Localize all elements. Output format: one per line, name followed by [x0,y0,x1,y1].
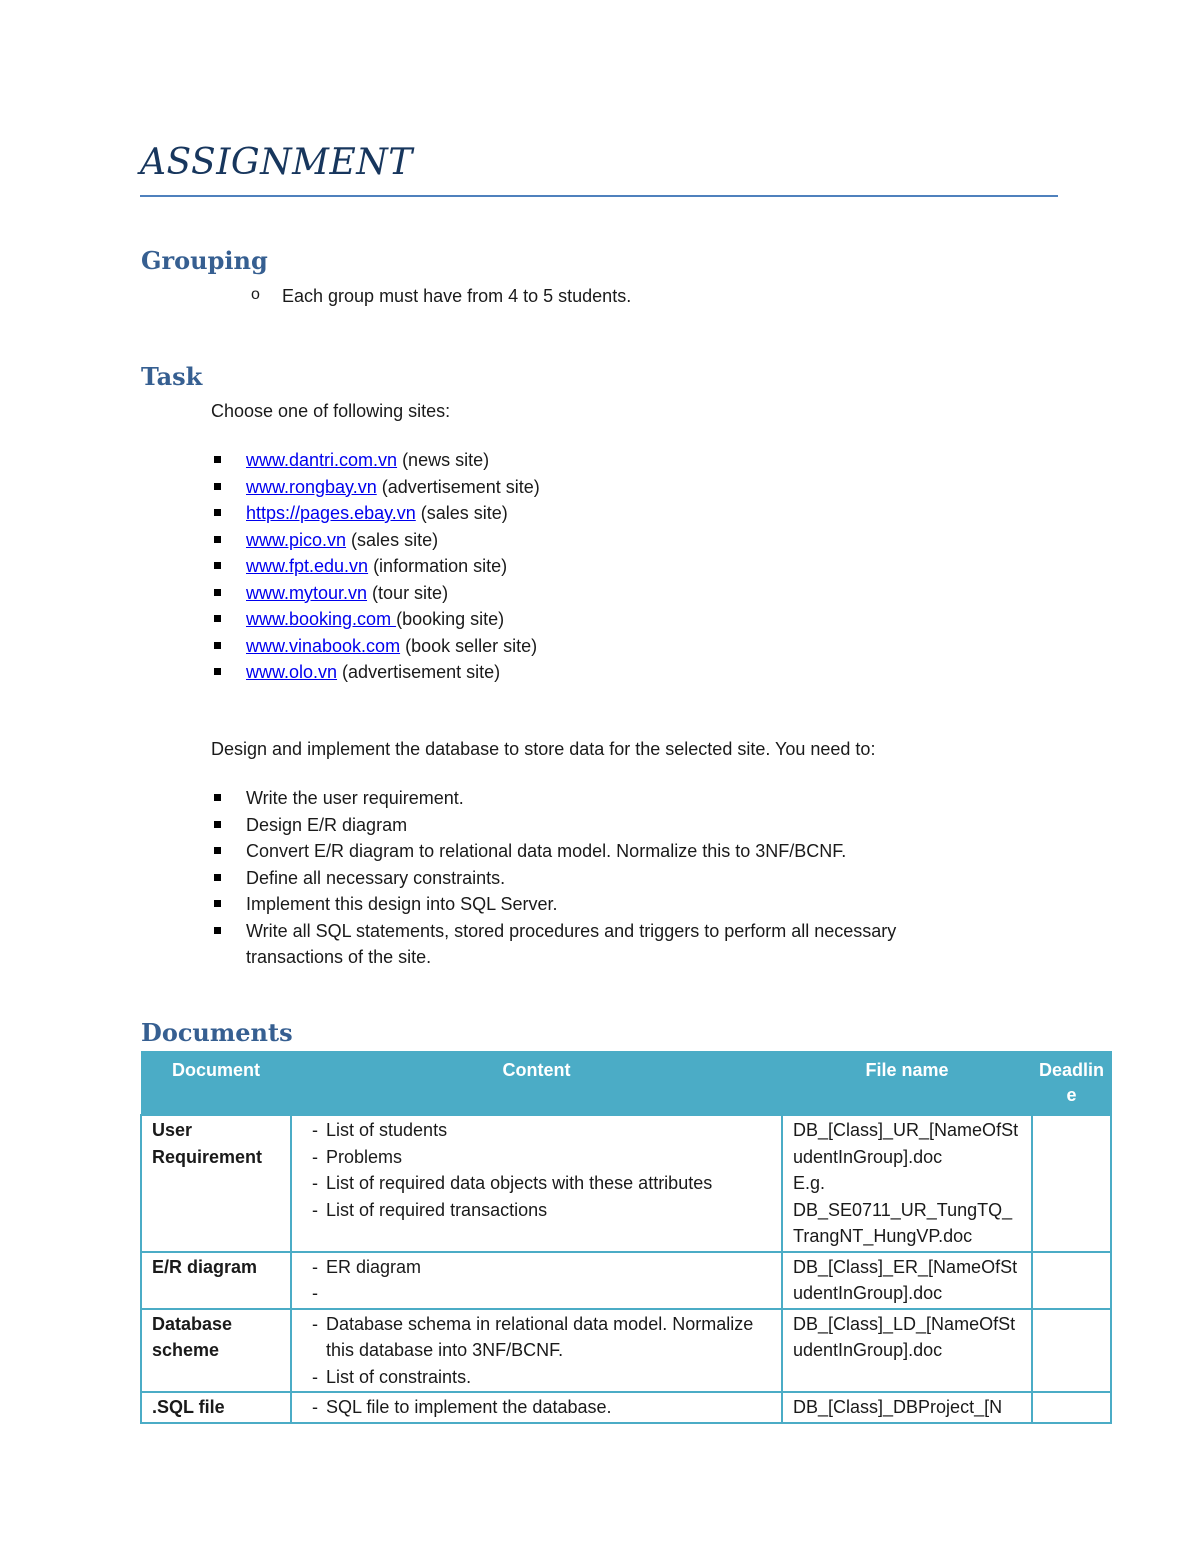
file-name: DB_[Class]_DBProject_[N [782,1392,1032,1423]
content-cell [291,1309,782,1393]
column-header-content: Content [291,1052,782,1116]
list-item: Write all SQL statements, stored procedures and triggers to perform all necessary transactions of the site. [211,918,971,971]
site-description: (advertisement site) [376,476,540,497]
document-name: User Requirement [141,1115,291,1252]
design-intro: Design and implement the database to store data for the selected site. You need to: [211,739,876,759]
file-example: DB_SE0711_UR_TungTQ_TrangNT_HungVP.doc [793,1199,1013,1246]
site-description: (information site) [368,556,508,576]
deadline-cell [1032,1309,1111,1393]
grouping-text: Each group must have from 4 to 5 students. [282,286,632,306]
content-cell [291,1252,782,1309]
table-row [141,1309,1111,1393]
list-item [211,527,911,554]
site-link[interactable]: www.booking.com [246,609,397,629]
content-item: - SQL file to implement the database. [302,1394,771,1421]
site-link[interactable]: www.fpt.edu.vn [246,556,369,576]
site-link[interactable]: www.pico.vn [246,529,347,550]
list-item [211,606,911,633]
site-description: (tour site) [367,582,449,603]
task-heading: Task [141,362,203,391]
list-item: Implement this design into SQL Server. [211,891,971,918]
deadline-cell [1032,1252,1111,1309]
content-item: - List of required data objects with these attributes [302,1170,771,1197]
site-description: (booking site) [396,609,505,629]
content-item: - List of constraints. [302,1364,771,1391]
task-intro: Choose one of following sites: [211,401,451,421]
site-link[interactable]: www.mytour.vn [246,582,368,603]
requirement-list [211,785,971,971]
document-title: ASSIGNMENT [140,142,413,183]
content-item: - Problems [302,1144,771,1171]
content-cell [291,1392,782,1423]
list-item [211,633,911,660]
documents-table [140,1051,1112,1424]
list-item [211,553,911,580]
table-row [141,1392,1111,1423]
document-name: E/R diagram [141,1252,291,1309]
content-item: - List of students [302,1117,771,1144]
list-item: Write the user requirement. [211,785,971,812]
list-item [211,447,911,474]
column-header-deadline: Deadline [1032,1052,1111,1116]
document-name: Database scheme [141,1309,291,1393]
grouping-heading: Grouping [141,246,268,275]
content-cell [291,1115,782,1252]
content-item: - ER diagram [302,1254,771,1281]
content-item: - Database schema in relational data model. Normalize this database into 3NF/BCNF. [302,1311,771,1364]
list-item [211,500,911,527]
site-description: (sales site) [415,503,508,523]
file-name-cell [782,1115,1032,1252]
list-item: Define all necessary constraints. [211,865,971,892]
circle-bullet-icon: o [251,286,260,303]
site-description: (advertisement site) [337,662,501,682]
file-name: DB_[Class]_UR_[NameOfStudentInGroup].doc [793,1120,1019,1167]
list-item: Design E/R diagram [211,812,971,839]
file-name: DB_[Class]_ER_[NameOfStudentInGroup].doc [782,1252,1032,1309]
file-example-label: E.g. [793,1173,826,1193]
site-list [211,447,911,686]
list-item: Convert E/R diagram to relational data model. Normalize this to 3NF/BCNF. [211,838,971,865]
site-link[interactable]: www.olo.vn [246,662,338,682]
deadline-cell [1032,1115,1111,1252]
list-item [211,659,911,686]
table-row [141,1115,1111,1252]
file-name: DB_[Class]_LD_[NameOfStudentInGroup].doc [782,1309,1032,1393]
table-header-row [141,1052,1111,1116]
site-description: (sales site) [346,529,439,550]
list-item [211,580,911,607]
site-description: (book seller site) [400,635,538,656]
site-description: (news site) [397,450,490,470]
title-underline [140,195,1058,197]
site-link[interactable]: www.vinabook.com [246,635,401,656]
document-name: .SQL file [141,1392,291,1423]
site-link[interactable]: www.dantri.com.vn [246,450,398,470]
deadline-cell [1032,1392,1111,1423]
site-link[interactable]: https://pages.ebay.vn [246,503,416,523]
list-item [211,474,911,501]
column-header-document: Document [141,1052,291,1116]
table-row [141,1252,1111,1309]
site-link[interactable]: www.rongbay.vn [246,476,377,497]
column-header-file-name: File name [782,1052,1032,1116]
documents-heading: Documents [141,1018,293,1047]
content-item: - List of required transactions [302,1197,771,1224]
